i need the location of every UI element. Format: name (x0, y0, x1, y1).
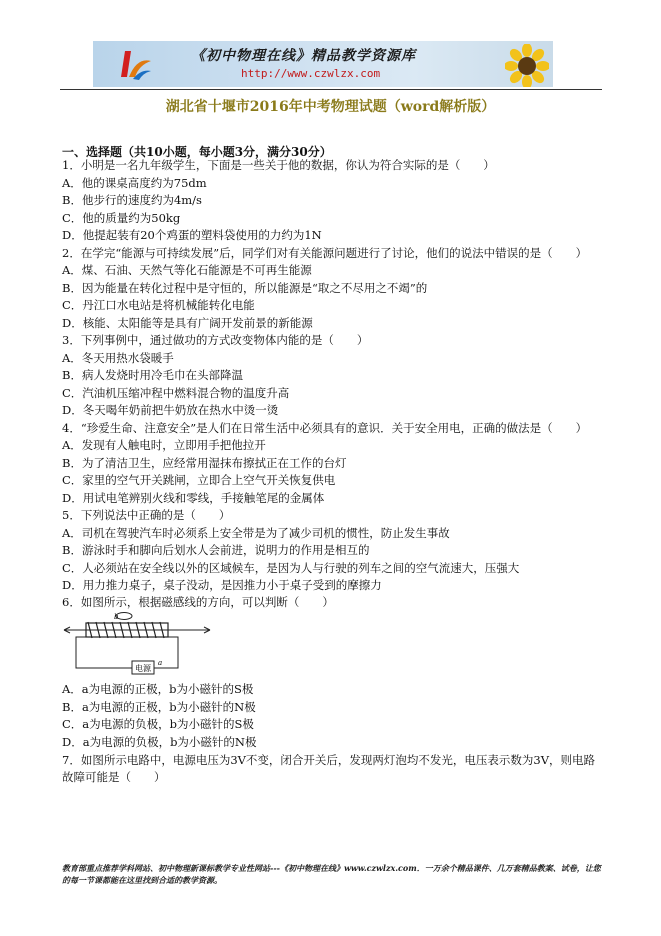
question-line: C．人必须站在安全线以外的区域候车，是因为人与行驶的列车之间的空气流速大，压强大 (62, 561, 520, 575)
question-line: A．冬天用热水袋暖手 (62, 351, 174, 365)
question-line: A．a为电源的正极，b为小磁针的S极 (62, 682, 254, 696)
question-line: B．病人发烧时用冷毛巾在头部降温 (62, 368, 243, 382)
power-source-label: 电源 (135, 664, 151, 673)
question-line: C．a为电源的负极，b为小磁针的S极 (62, 717, 254, 731)
question-line: C．他的质量约为50kg (62, 211, 181, 225)
question-line: 1．小明是一名九年级学生，下面是一些关于他的数据，你认为符合实际的是（ ） (62, 158, 495, 172)
question-line: A．发现有人触电时，立即用手把他拉开 (62, 438, 266, 452)
question-line: B．a为电源的正极，b为小磁针的N极 (62, 700, 256, 714)
question-line: D．核能、太阳能等是具有广阔开发前景的新能源 (62, 316, 313, 330)
question-line: B．为了清洁卫生，应经常用湿抹布擦拭正在工作的台灯 (62, 456, 347, 470)
question-line: 6．如图所示，根据磁感线的方向，可以判断（ ） (62, 595, 334, 609)
header-rule (60, 89, 602, 90)
question-line: A．司机在驾驶汽车时必须系上安全带是为了减少司机的惯性，防止发生事故 (62, 526, 450, 540)
question-line: 3．下列事例中，通过做功的方式改变物体内能的是（ ） (62, 333, 369, 347)
header-banner (93, 41, 553, 87)
needle-b-label: b (114, 613, 119, 621)
solenoid-figure (62, 610, 212, 675)
section-heading: 一、选择题（共10小题，每小题3分，满分30分） (62, 145, 332, 159)
question-line: B．因为能量在转化过程中是守恒的，所以能源是“取之不尽用之不竭”的 (62, 281, 428, 295)
question-line: 4．“珍爱生命、注意安全”是人们在日常生活中必须具有的意识．关于安全用电，正确的做法是（ ） (62, 421, 588, 435)
question-line: D．用试电笔辨别火线和零线，手接触笔尾的金属体 (62, 491, 325, 505)
banner-url[interactable]: http://www.czwlzx.com (241, 67, 381, 80)
question-line: D．他提起装有20个鸡蛋的塑料袋使用的力约为1N (62, 228, 322, 242)
question-line: B．他步行的速度约为4m/s (62, 193, 202, 207)
question-line: D．用力推力桌子，桌子没动，是因推力小于桌子受到的摩擦力 (62, 578, 382, 592)
document-title: 湖北省十堰市2016年中考物理试题（word解析版） (165, 99, 496, 115)
question-line: B．游泳时手和脚向后划水人会前进，说明力的作用是相互的 (62, 543, 370, 557)
site-logo (117, 47, 153, 83)
question-line: 2．在学完“能源与可持续发展”后，同学们对有关能源问题进行了讨论，他们的说法中错误的是（ ） (62, 246, 588, 260)
terminal-a-label: a (158, 659, 163, 667)
question-line: C．家里的空气开关跳闸，立即合上空气开关恢复供电 (62, 473, 336, 487)
banner-title: 《初中物理在线》精品教学资源库 (191, 48, 416, 64)
question-line: D．a为电源的负极，b为小磁针的N极 (62, 735, 257, 749)
question-line: A．他的课桌高度约为75dm (62, 176, 207, 190)
question-line: 7．如图所示电路中，电源电压为3V不变，闭合开关后，发现两灯泡均不发光，电压表示数为3V，则电路故障可能是（ ） (62, 753, 596, 784)
page-footer: 教育部重点推荐学科网站、初中物理新课标教学专业性网站---《初中物理在线》www.czwlzx.com．一万余个精品课件、几万套精品教案、试卷，让您的每一节课都能在这里找到合适的教学资源。 (62, 863, 601, 885)
question-line: D．冬天喝年奶前把牛奶放在热水中烫一烫 (62, 403, 279, 417)
question-line: C．汽油机压缩冲程中燃料混合物的温度升高 (62, 386, 290, 400)
question-line: C．丹江口水电站是将机械能转化电能 (62, 298, 255, 312)
sunflower-image (505, 44, 549, 87)
question-line: A．煤、石油、天然气等化石能源是不可再生能源 (62, 263, 312, 277)
question-line: 5．下列说法中正确的是（ ） (62, 508, 231, 522)
